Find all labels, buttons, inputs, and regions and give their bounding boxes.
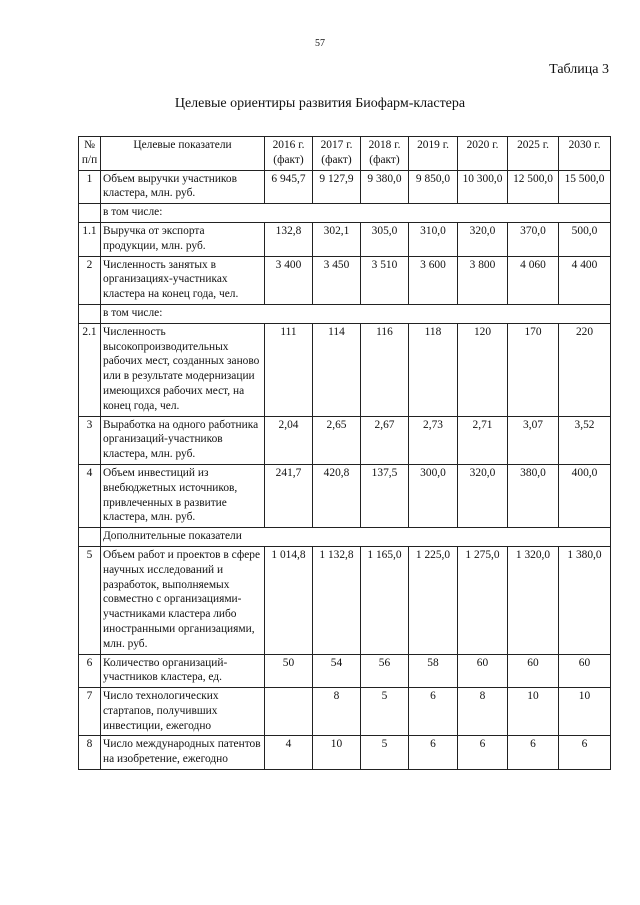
value-cell: 56 — [361, 654, 409, 688]
section-blank-cell — [79, 528, 101, 547]
section-row — [79, 304, 611, 323]
value-cell: 132,8 — [265, 222, 313, 256]
section-label: в том числе: — [101, 304, 611, 323]
value-cell: 320,0 — [458, 222, 508, 256]
indicator-name: Количество организаций-участников кластера, ед. — [101, 654, 265, 688]
value-cell: 6 — [559, 736, 611, 770]
section-blank-cell — [79, 204, 101, 223]
value-cell: 137,5 — [361, 464, 409, 527]
row-number: 1 — [79, 170, 101, 204]
header-year: 2017 г. (факт) — [313, 137, 361, 171]
row-number: 2.1 — [79, 323, 101, 416]
value-cell: 10 — [559, 688, 611, 736]
value-cell: 1 275,0 — [458, 546, 508, 654]
section-row — [79, 204, 611, 223]
value-cell: 6 — [508, 736, 559, 770]
value-cell: 2,71 — [458, 416, 508, 464]
header-num: № п/п — [79, 137, 101, 171]
value-cell — [265, 688, 313, 736]
value-cell: 60 — [458, 654, 508, 688]
table-row — [79, 256, 611, 304]
value-cell: 380,0 — [508, 464, 559, 527]
value-cell: 6 — [409, 688, 458, 736]
table-label: Таблица 3 — [549, 62, 609, 77]
table-row — [79, 546, 611, 654]
value-cell: 5 — [361, 736, 409, 770]
header-year: 2025 г. — [508, 137, 559, 171]
table-row — [79, 464, 611, 527]
value-cell: 50 — [265, 654, 313, 688]
value-cell: 4 400 — [559, 256, 611, 304]
value-cell: 15 500,0 — [559, 170, 611, 204]
row-number: 7 — [79, 688, 101, 736]
value-cell: 500,0 — [559, 222, 611, 256]
value-cell: 170 — [508, 323, 559, 416]
targets-table — [78, 136, 611, 770]
row-number: 6 — [79, 654, 101, 688]
value-cell: 320,0 — [458, 464, 508, 527]
document-title: Целевые ориентиры развития Биофарм-кластера — [174, 96, 466, 111]
header-row — [79, 137, 611, 171]
row-number: 2 — [79, 256, 101, 304]
value-cell: 310,0 — [409, 222, 458, 256]
value-cell: 60 — [508, 654, 559, 688]
indicator-name: Объем работ и проектов в сфере научных исследований и разработок, выполняемых совместно с организациями-участниками кластера либо иностранными организациями, млн. руб. — [101, 546, 265, 654]
table-row — [79, 416, 611, 464]
indicator-name: Численность высокопроизводительных рабочих мест, созданных заново или в результате модернизации имеющихся рабочих мест, на конец года, чел. — [101, 323, 265, 416]
indicator-name: Выручка от экспорта продукции, млн. руб. — [101, 222, 265, 256]
value-cell: 9 380,0 — [361, 170, 409, 204]
value-cell: 4 — [265, 736, 313, 770]
indicator-name: Выработка на одного работника организаций-участников кластера, млн. руб. — [101, 416, 265, 464]
value-cell: 3 600 — [409, 256, 458, 304]
value-cell: 420,8 — [313, 464, 361, 527]
value-cell: 60 — [559, 654, 611, 688]
indicator-name: Число международных патентов на изобретение, ежегодно — [101, 736, 265, 770]
table-row — [79, 688, 611, 736]
indicator-name: Объем инвестиций из внебюджетных источников, привлеченных в развитие кластера, млн. руб. — [101, 464, 265, 527]
value-cell: 54 — [313, 654, 361, 688]
header-year: 2019 г. — [409, 137, 458, 171]
value-cell: 10 300,0 — [458, 170, 508, 204]
section-row — [79, 528, 611, 547]
value-cell: 1 014,8 — [265, 546, 313, 654]
page-number: 57 — [315, 38, 325, 49]
value-cell: 8 — [313, 688, 361, 736]
row-number: 1.1 — [79, 222, 101, 256]
value-cell: 3 800 — [458, 256, 508, 304]
value-cell: 1 225,0 — [409, 546, 458, 654]
header-indicator: Целевые показатели — [101, 137, 265, 171]
value-cell: 1 132,8 — [313, 546, 361, 654]
value-cell: 302,1 — [313, 222, 361, 256]
value-cell: 6 945,7 — [265, 170, 313, 204]
value-cell: 2,67 — [361, 416, 409, 464]
value-cell: 111 — [265, 323, 313, 416]
value-cell: 9 850,0 — [409, 170, 458, 204]
value-cell: 300,0 — [409, 464, 458, 527]
row-number: 3 — [79, 416, 101, 464]
header-year: 2020 г. — [458, 137, 508, 171]
section-label: в том числе: — [101, 204, 611, 223]
value-cell: 370,0 — [508, 222, 559, 256]
value-cell: 2,65 — [313, 416, 361, 464]
table-row — [79, 654, 611, 688]
table-row — [79, 736, 611, 770]
table-row — [79, 323, 611, 416]
row-number: 4 — [79, 464, 101, 527]
value-cell: 116 — [361, 323, 409, 416]
value-cell: 58 — [409, 654, 458, 688]
value-cell: 114 — [313, 323, 361, 416]
header-year: 2030 г. — [559, 137, 611, 171]
value-cell: 10 — [508, 688, 559, 736]
value-cell: 6 — [458, 736, 508, 770]
value-cell: 3 510 — [361, 256, 409, 304]
value-cell: 2,04 — [265, 416, 313, 464]
value-cell: 220 — [559, 323, 611, 416]
value-cell: 1 380,0 — [559, 546, 611, 654]
table-row — [79, 222, 611, 256]
value-cell: 305,0 — [361, 222, 409, 256]
value-cell: 3 450 — [313, 256, 361, 304]
section-blank-cell — [79, 304, 101, 323]
value-cell: 4 060 — [508, 256, 559, 304]
indicator-name: Объем выручки участников кластера, млн. руб. — [101, 170, 265, 204]
row-number: 8 — [79, 736, 101, 770]
value-cell: 12 500,0 — [508, 170, 559, 204]
value-cell: 6 — [409, 736, 458, 770]
section-label: Дополнительные показатели — [101, 528, 611, 547]
value-cell: 5 — [361, 688, 409, 736]
header-year: 2016 г. (факт) — [265, 137, 313, 171]
value-cell: 2,73 — [409, 416, 458, 464]
header-year: 2018 г. (факт) — [361, 137, 409, 171]
value-cell: 9 127,9 — [313, 170, 361, 204]
value-cell: 10 — [313, 736, 361, 770]
value-cell: 1 320,0 — [508, 546, 559, 654]
row-number: 5 — [79, 546, 101, 654]
value-cell: 241,7 — [265, 464, 313, 527]
value-cell: 118 — [409, 323, 458, 416]
value-cell: 120 — [458, 323, 508, 416]
indicator-name: Численность занятых в организациях-участниках кластера на конец года, чел. — [101, 256, 265, 304]
value-cell: 3,52 — [559, 416, 611, 464]
value-cell: 8 — [458, 688, 508, 736]
value-cell: 3,07 — [508, 416, 559, 464]
indicator-name: Число технологических стартапов, получивших инвестиции, ежегодно — [101, 688, 265, 736]
value-cell: 3 400 — [265, 256, 313, 304]
value-cell: 1 165,0 — [361, 546, 409, 654]
value-cell: 400,0 — [559, 464, 611, 527]
table-row — [79, 170, 611, 204]
